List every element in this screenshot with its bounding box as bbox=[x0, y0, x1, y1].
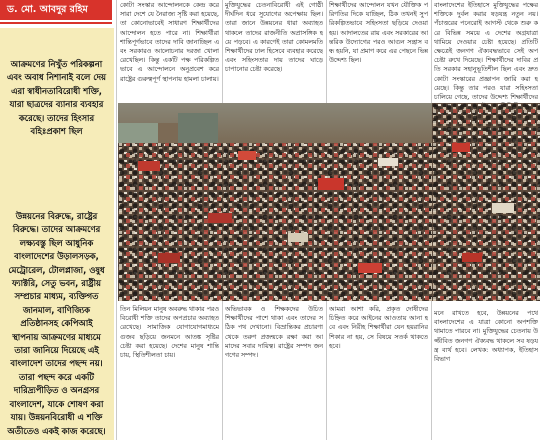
protest-crowd-photo bbox=[118, 103, 540, 301]
byline-rule bbox=[0, 22, 112, 24]
article-column-2-bottom: অভিভাবক ও শিক্ষকদের উচিত শিক্ষার্থীদের পাশে থাকা এবং তাদের সঠিক পথ দেখানো। বিভ্রান্তিকর প্রচারণা থেকে তরুণ প্রজন্মকে রক্ষা করা আমাদের সবার দায়িত্ব। রাষ্ট্রের সম্পদ জনগণের সম্পদ। bbox=[225, 306, 323, 360]
article-column-1-bottom: তিন মিলিয়ন মানুষ অবরুদ্ধ থাকার পরও বিরোধী শক্তি তাদের অপপ্রচার অব্যাহত রেখেছে। সামাজিক যোগাযোগমাধ্যমে গুজব ছড়িয়ে জনমনে আতঙ্ক সৃষ্টির চেষ্টা করা হয়েছে। দেশের মানুষ শান্তি চায়, স্থিতিশীলতা চায়। bbox=[120, 306, 219, 360]
article-column-2-top: মুক্তিযুদ্ধের চেতনাবিরোধী এই গোষ্ঠী দীর্ঘদিন ধরে সুযোগের অপেক্ষায় ছিল। তারা জানে উন্নয়নের ধারা অব্যাহত থাকলে তাদের রাজনীতি অপ্রাসঙ্গিক হয়ে পড়বে। এ কারণেই তারা কোমলমতি শিক্ষার্থীদের ঢাল হিসেবে ব্যবহার করেছে এবং সহিংসতার দায় তাদের ঘাড়ে চাপানোর চেষ্টা করেছে। bbox=[225, 2, 323, 74]
article-column-3-bottom: আমরা আশা করি, প্রকৃত দোষীদের চিহ্নিত করে আইনের আওতায় আনা হবে এবং নিরীহ শিক্ষার্থীরা যেন হয়রানির শিকার না হয়, সে বিষয়ে সতর্ক থাকতে হবে। bbox=[329, 306, 428, 350]
crowd-image-right-icon bbox=[432, 103, 540, 301]
article-column-4: বাংলাদেশের ইতিহাসে মুক্তিযুদ্ধের পক্ষের শক্তিকে দুর্বল করার ষড়যন্ত্র নতুন নয়। পঁচাত্তরের পনেরোই আগস্ট থেকে শুরু করে বিভিন্ন সময়ে এ দেশের অগ্রযাত্রা থামিয়ে দেওয়ার চেষ্টা হয়েছে। প্রতিটি ক্ষেত্রেই জনগণ ঐক্যবদ্ধভাবে সেই অপচেষ্টা রুখে দিয়েছে। শিক্ষার্থীদের দাবির প্রতি সরকার সহানুভূতিশীল ছিল এবং দ্রুত কোটা সংস্কারের প্রজ্ঞাপন জারি করা হয়েছে। কিন্তু তার পরও যারা সহিংসতা চালিয়ে গেছে, তাদের উদ্দেশ্য শিক্ষার্থীদের bbox=[434, 2, 538, 102]
pull-quote-bottom: উন্নয়নের বিরুদ্ধে, রাষ্ট্রের বিরুদ্ধে। তাদের আক্রমণের লক্ষ্যবস্তু ছিল আধুনিক বাংলাদেশের উড়ালসড়ক, মেট্রোরেল, টোলপ্লাজা, ওষুধ ফ্যাক্টরি, সেতু ভবন, রাষ্ট্রীয় সম্প্রচার মাধ্যম, ব্যক্তিগত জানমাল, বাণিজ্যিক প্রতিষ্ঠানসহ কেপিআই স্থাপনায় আক্রমণের মাধ্যমে তারা জানিয়ে দিয়েছে এই বাংলাদেশ তাদের পছন্দ নয়। তারা পছন্দ করে একটি দারিদ্র্যপীড়িত ও অনগ্রসর বাংলাদেশ, যাকে শোষণ করা যায়। উন্নয়নবিরোধী এ শক্তি অতীতেও একই কাজ করেছে। bbox=[7, 211, 106, 436]
crowd-image-icon bbox=[118, 103, 432, 301]
pull-quote-top: আক্রমণের নিখুঁত পরিকল্পনা এবং অবাধ নিশানাই বলে দেয় এরা স্বাধীনতাবিরোধী শক্তি, যারা ছাত্রদের ব্যানার ব্যবহার করেছে। তাদের হিংসার বহিঃপ্রকাশ ছিল bbox=[7, 59, 106, 137]
author-byline: ড. মো. আবদুর রহিম bbox=[0, 0, 112, 20]
article-column-4-bottom: মনে রাখতে হবে, উন্নয়নের পথে বাংলাদেশের এ যাত্রা কোনো অপশক্তি থামাতে পারবে না। মুক্তিযুদ্ধের চেতনায় উজ্জীবিত জনগণ ঐক্যবদ্ধ থাকলে সব ষড়যন্ত্র ব্যর্থ হবে। লেখক: অধ্যাপক, ইতিহাস বিভাগ bbox=[434, 310, 538, 364]
pull-quote-box bbox=[0, 28, 114, 440]
article-column-1-top: কোটা সংস্কার আন্দোলনকে কেন্দ্র করে সারা দেশে যে নৈরাজ্য সৃষ্টি করা হয়েছে, তা কোনোভাবেই সাধারণ শিক্ষার্থীদের আন্দোলন হতে পারে না। শিক্ষার্থীরা শান্তিপূর্ণভাবে তাদের দাবি জানাচ্ছিল এবং সরকারও আলোচনার দরজা খোলা রেখেছিল। কিন্তু একটি পক্ষ পরিকল্পিতভাবে এ আন্দোলনে অনুপ্রবেশ করে রাষ্ট্রের গুরুত্বপূর্ণ স্থাপনায় হামলা চালায়। bbox=[120, 2, 219, 83]
article-column-3-top: শিক্ষার্থীদের আন্দোলন যখন যৌক্তিক পরিণতির দিকে যাচ্ছিল, ঠিক তখনই সুপরিকল্পিতভাবে সহিংসতা ছড়িয়ে দেওয়া হয়। আদালতের রায় এবং সরকারের আন্তরিক উদ্যোগের পরও আগুন সন্ত্রাস বন্ধ হয়নি, যা প্রমাণ করে এর পেছনে ভিন্ন উদ্দেশ্য ছিল। bbox=[329, 2, 428, 65]
column-divider bbox=[116, 0, 117, 440]
